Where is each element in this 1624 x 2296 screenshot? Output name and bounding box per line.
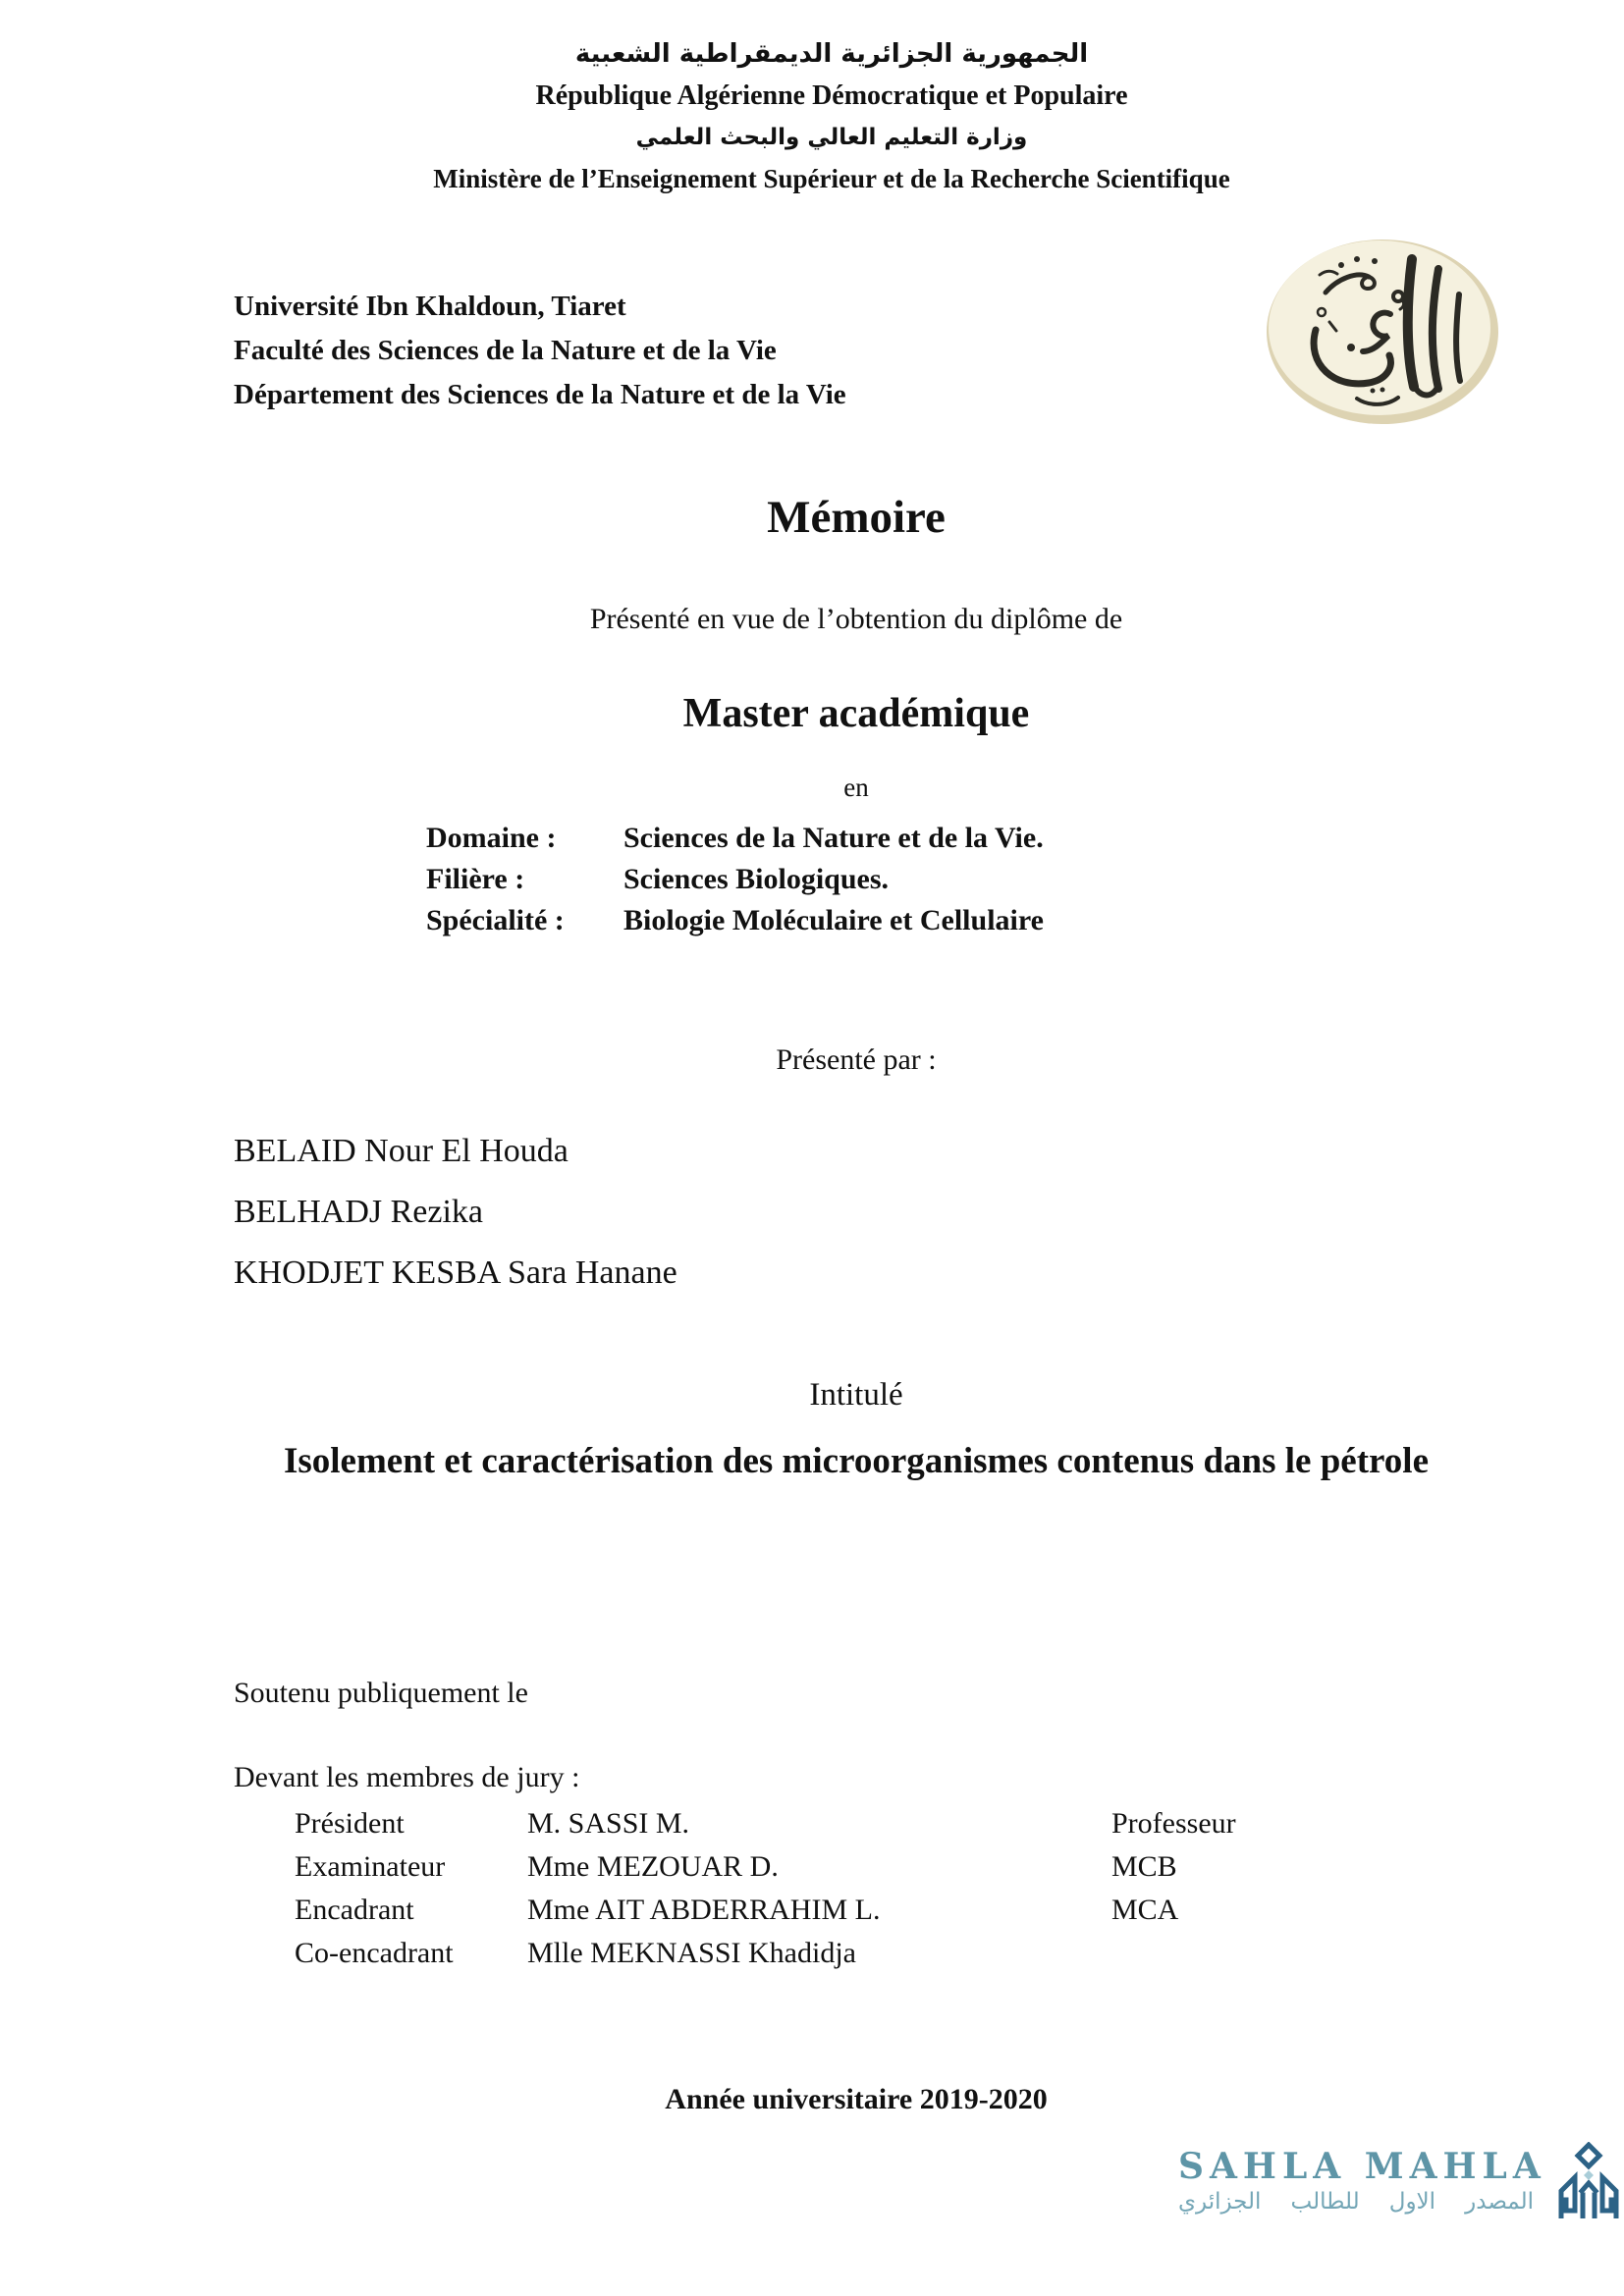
jury-member-name: Mme AIT ABDERRAHIM L.: [527, 1894, 881, 1926]
ibn-khaldoun-seal-icon: [1265, 238, 1500, 426]
jury-row-co-encadrant: [295, 1932, 1406, 1975]
jury-role: Examinateur: [295, 1850, 446, 1883]
university-seal-icon: [1265, 238, 1500, 426]
thesis-title: Isolement et caractérisation des microorganismes contenus dans le pétrole: [283, 1441, 1429, 1481]
jury-grade: Professeur: [1111, 1807, 1236, 1840]
jury-row-examinateur: [295, 1845, 1406, 1889]
sahla-mahla-watermark: [1178, 2146, 1546, 2215]
jury-member-name: M. SASSI M.: [527, 1807, 690, 1840]
in-word: en: [843, 773, 869, 802]
author-name: BELAID Nour El Houda: [234, 1133, 568, 1169]
sahla-mahla-tagline-arabic: المصدر الاول للطالب الجزائري: [1178, 2189, 1534, 2215]
authors-list: [234, 1121, 677, 1304]
header-arabic-ministry: وزارة التعليم العالي والبحث العلمي: [635, 125, 1028, 150]
institution-block: [234, 285, 846, 417]
program-label: Filière :: [426, 863, 525, 895]
presented-by-label: Présenté par :: [776, 1043, 937, 1076]
academic-year: Année universitaire 2019-2020: [665, 2083, 1048, 2115]
program-row-filiere: [426, 859, 1044, 900]
program-label: Domaine :: [426, 822, 557, 854]
jury-table: [295, 1802, 1406, 1975]
program-row-specialite: [426, 900, 1044, 941]
program-row-domaine: [426, 818, 1044, 859]
jury-grade: MCA: [1111, 1894, 1179, 1926]
program-value: Sciences Biologiques.: [623, 863, 890, 895]
defense-date-line: Soutenu publiquement le: [234, 1677, 528, 1709]
document-type-title: Mémoire: [767, 492, 946, 543]
jury-row-president: [295, 1802, 1406, 1845]
jury-grade: MCB: [1111, 1850, 1177, 1883]
author-name: BELHADJ Rezika: [234, 1194, 484, 1230]
thesis-title-wrap: [88, 1433, 1624, 1490]
header-republic: République Algérienne Démocratique et Populaire: [535, 80, 1128, 111]
jury-member-name: Mlle MEKNASSI Khadidja: [527, 1937, 856, 1969]
program-table: [426, 818, 1044, 941]
jury-grade: [1111, 1932, 1406, 1975]
program-value: Sciences de la Nature et de la Vie.: [623, 822, 1044, 854]
presented-in-view-line: Présenté en vue de l’obtention du diplôme de: [589, 603, 1123, 635]
jury-role: Co-encadrant: [295, 1937, 454, 1969]
page-header: [39, 33, 1624, 200]
university-name: Université Ibn Khaldoun, Tiaret: [234, 291, 626, 322]
jury-row-encadrant: [295, 1889, 1406, 1932]
author-name: KHODJET KESBA Sara Hanane: [234, 1255, 677, 1291]
faculty-name: Faculté des Sciences de la Nature et de la Vie: [234, 335, 777, 366]
jury-role: Encadrant: [295, 1894, 414, 1926]
program-value: Biologie Moléculaire et Cellulaire: [623, 904, 1044, 936]
kufic-logo-icon: [1553, 2142, 1624, 2218]
program-label: Spécialité :: [426, 904, 565, 936]
sahla-mahla-logo-icon: [1553, 2142, 1624, 2218]
sahla-mahla-brand-text: SAHLA MAHLA: [1178, 2146, 1546, 2187]
intitule-label: Intitulé: [809, 1377, 903, 1413]
department-name: Département des Sciences de la Nature et de la Vie: [234, 379, 846, 410]
degree-title: Master académique: [682, 691, 1030, 736]
jury-role: Président: [295, 1807, 405, 1840]
header-ministry: Ministère de l’Enseignement Supérieur et de la Recherche Scientifique: [433, 164, 1230, 193]
jury-member-name: Mme MEZOUAR D.: [527, 1850, 779, 1883]
jury-heading: Devant les membres de jury :: [234, 1761, 580, 1793]
header-arabic-republic: الجمهورية الجزائرية الديمقراطية الشعبية: [574, 39, 1089, 69]
